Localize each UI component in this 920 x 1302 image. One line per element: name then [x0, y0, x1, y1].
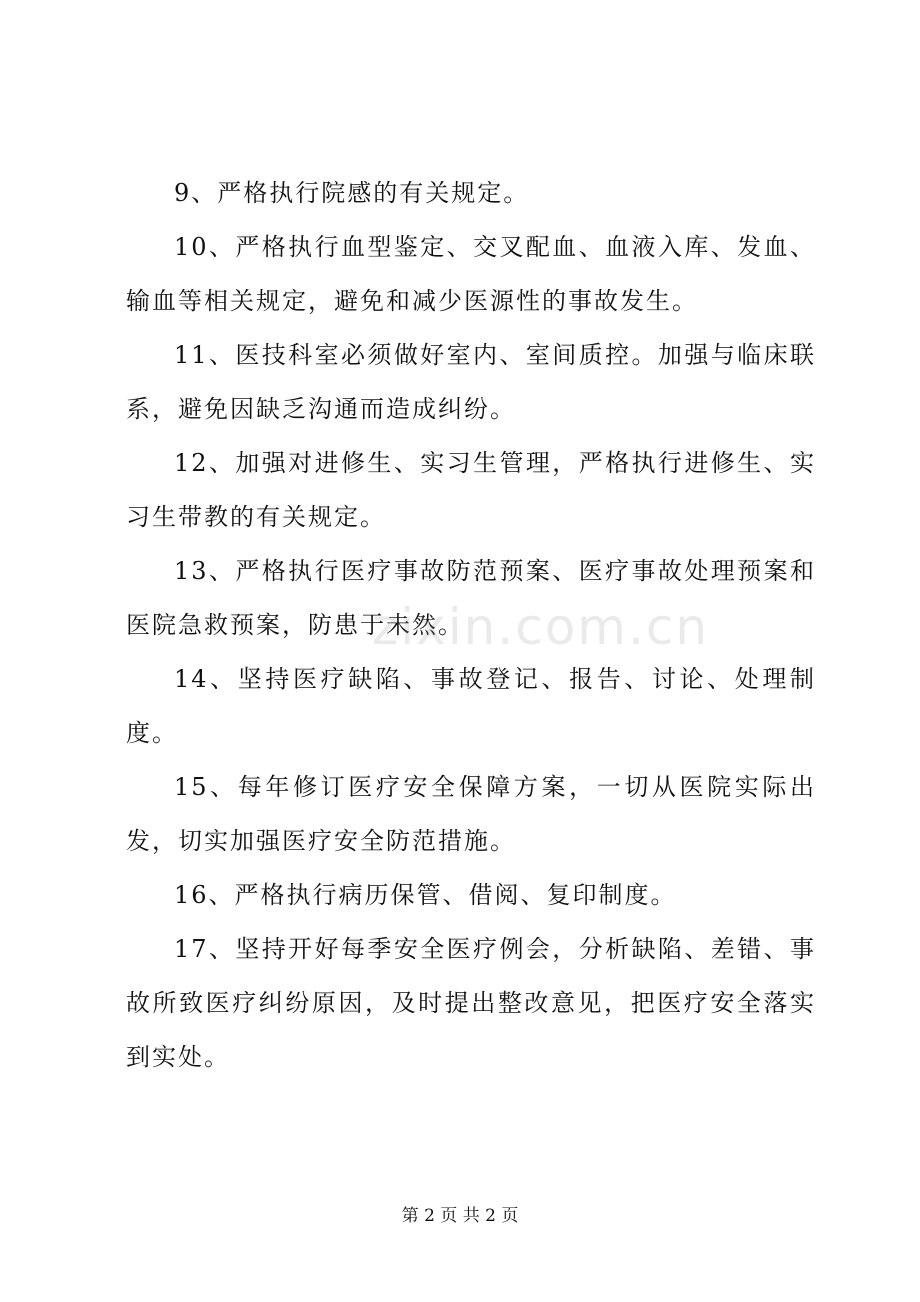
- paragraph-item-12: 12、加强对进修生、实习生管理，严格执行进修生、实习生带教的有关规定。: [126, 449, 816, 531]
- document-body: [126, 166, 816, 1084]
- page-footer: 第 2 页 共 2 页: [401, 1206, 519, 1226]
- paragraph-item-9: 9、严格执行院感的有关规定。: [174, 179, 530, 207]
- paragraph-item-15: 15、每年修订医疗安全保障方案，一切从医院实际出发，切实加强医疗安全防范措施。: [126, 773, 816, 855]
- paragraph-item-10: 10、严格执行血型鉴定、交叉配血、血液入库、发血、输血等相关规定，避免和减少医源性的事故发生。: [126, 233, 816, 315]
- paragraph-item-17: 17、坚持开好每季安全医疗例会，分析缺陷、差错、事故所致医疗纠纷原因，及时提出整改意见，把医疗安全落实到实处。: [126, 935, 816, 1071]
- paragraph-item-11: 11、医技科室必须做好室内、室间质控。加强与临床联系，避免因缺乏沟通而造成纠纷。: [126, 341, 816, 423]
- paragraph-item-14: 14、坚持医疗缺陷、事故登记、报告、讨论、处理制度。: [126, 665, 816, 747]
- watermark: zixin.com.cn: [372, 598, 710, 656]
- paragraph-item-16: 16、严格执行病历保管、借阅、复印制度。: [174, 881, 677, 909]
- paragraph-item-13: 13、严格执行医疗事故防范预案、医疗事故处理预案和医院急救预案，防患于未然。: [126, 557, 816, 639]
